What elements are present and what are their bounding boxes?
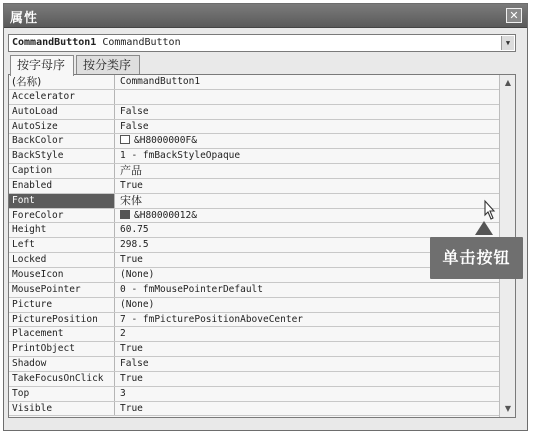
property-name: BackColor (9, 134, 115, 148)
property-value[interactable]: True (120, 254, 143, 266)
property-value[interactable]: False (120, 105, 149, 117)
property-name: Placement (9, 327, 115, 341)
property-row-backstyle[interactable] (9, 149, 500, 164)
close-icon: ✕ (509, 9, 519, 22)
property-value[interactable]: 60.75 (120, 224, 149, 236)
property-name: Picture (9, 298, 115, 312)
property-value: &H8000000F& (134, 135, 197, 147)
property-row-autosize[interactable] (9, 120, 500, 135)
property-row-mousepointer[interactable] (9, 283, 500, 298)
property-value[interactable]: False (120, 120, 149, 132)
property-value[interactable]: 298.5 (120, 239, 149, 251)
property-name: ForeColor (9, 209, 115, 223)
color-swatch-icon (120, 210, 130, 219)
property-value[interactable]: 7 - fmPicturePositionAboveCenter (120, 313, 304, 325)
property-value[interactable]: (None) (120, 298, 155, 310)
property-row-top[interactable] (9, 387, 500, 402)
property-list (9, 75, 500, 416)
property-value-color[interactable] (116, 134, 500, 148)
property-row-font[interactable] (9, 194, 500, 209)
property-value[interactable]: 2 (120, 328, 126, 340)
property-value[interactable]: (None) (120, 268, 155, 280)
tab-categorized[interactable]: 按分类序 (76, 55, 140, 75)
property-value[interactable] (116, 90, 500, 104)
callout-pointer-icon (475, 221, 493, 235)
property-row-caption[interactable] (9, 164, 500, 179)
title-bar[interactable] (4, 4, 527, 28)
mouse-cursor-icon (480, 198, 498, 222)
property-value[interactable]: True (120, 179, 143, 191)
property-row-left[interactable] (9, 238, 500, 253)
window-title: 属性 (10, 11, 39, 26)
property-row-accelerator[interactable] (9, 90, 500, 105)
property-name: Locked (9, 253, 115, 267)
property-row-placement[interactable] (9, 327, 500, 342)
property-row-forecolor[interactable] (9, 209, 500, 224)
property-name: PrintObject (9, 342, 115, 356)
property-name: Shadow (9, 357, 115, 371)
property-name: Font (9, 194, 115, 208)
property-value[interactable]: True (120, 372, 143, 384)
property-name: BackStyle (9, 149, 115, 163)
object-selector[interactable] (8, 34, 516, 52)
property-row-enabled[interactable] (9, 179, 500, 194)
tab-alphabetic[interactable]: 按字母序 (10, 55, 74, 76)
property-name: MouseIcon (9, 268, 115, 282)
click-button-callout: 单击按钮 (430, 237, 523, 279)
property-row-autoload[interactable] (9, 105, 500, 120)
property-value[interactable]: True (120, 343, 143, 355)
scroll-up-icon[interactable]: ▲ (504, 78, 512, 87)
property-name: Height (9, 223, 115, 237)
property-value[interactable]: 0 - fmMousePointerDefault (120, 283, 263, 295)
property-name: PicturePosition (9, 313, 115, 327)
object-type: CommandButton (102, 37, 181, 48)
property-row-locked[interactable] (9, 253, 500, 268)
property-name: Top (9, 387, 115, 401)
close-button[interactable] (506, 8, 522, 23)
property-value[interactable]: 产品 (120, 164, 142, 178)
property-name: Accelerator (9, 90, 115, 104)
property-name: Visible (9, 402, 115, 416)
property-row-picture[interactable] (9, 298, 500, 313)
property-name: (名称) (9, 75, 115, 89)
property-row-mouseicon[interactable] (9, 268, 500, 283)
property-row-shadow[interactable] (9, 357, 500, 372)
property-name: Left (9, 238, 115, 252)
property-value[interactable]: CommandButton1 (120, 76, 201, 87)
scroll-down-icon[interactable]: ▼ (504, 404, 512, 413)
property-value-color[interactable] (116, 209, 500, 223)
chevron-down-icon[interactable]: ▼ (501, 36, 514, 50)
object-name: CommandButton1 (12, 37, 97, 48)
property-value: &H80000012& (134, 209, 197, 221)
property-row-backcolor[interactable] (9, 134, 500, 149)
property-name: TakeFocusOnClick (9, 372, 115, 386)
property-row-takefocusonclick[interactable] (9, 372, 500, 387)
property-name: MousePointer (9, 283, 115, 297)
property-row-printobject[interactable] (9, 342, 500, 357)
property-row-visible[interactable] (9, 402, 500, 417)
color-swatch-icon (120, 135, 130, 144)
property-value[interactable]: 3 (120, 387, 126, 399)
property-name: Enabled (9, 179, 115, 193)
property-value[interactable]: 1 - fmBackStyleOpaque (120, 150, 241, 162)
property-name: AutoLoad (9, 105, 115, 119)
property-value[interactable]: False (120, 358, 149, 370)
property-row-height[interactable] (9, 223, 500, 238)
property-row-name[interactable] (9, 75, 500, 90)
property-row-pictureposition[interactable] (9, 313, 500, 328)
property-value[interactable]: 宋体 (120, 193, 142, 207)
property-name: AutoSize (9, 120, 115, 134)
property-value[interactable]: True (120, 402, 143, 414)
property-name: Caption (9, 164, 115, 178)
